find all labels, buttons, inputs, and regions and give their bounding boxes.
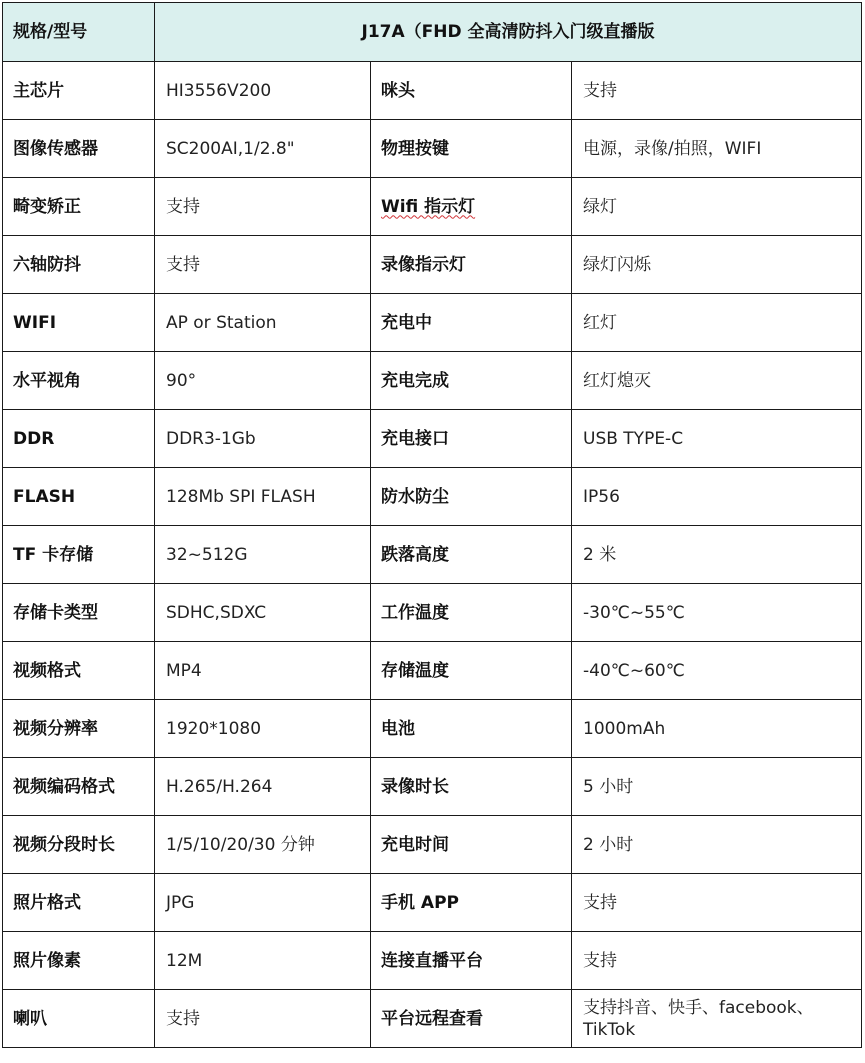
spec-label: 主芯片 bbox=[3, 62, 155, 120]
table-row bbox=[3, 294, 862, 352]
spec-value: AP or Station bbox=[155, 294, 371, 352]
spec-label: 照片像素 bbox=[3, 932, 155, 990]
spec-value: 红灯熄灭 bbox=[572, 352, 862, 410]
spec-label: 录像时长 bbox=[371, 758, 572, 816]
spec-label: 防水防尘 bbox=[371, 468, 572, 526]
spec-label: 充电时间 bbox=[371, 816, 572, 874]
spec-label: 存储卡类型 bbox=[3, 584, 155, 642]
spec-label: DDR bbox=[3, 410, 155, 468]
table-row bbox=[3, 352, 862, 410]
spec-value: HI3556V200 bbox=[155, 62, 371, 120]
spec-value: 支持抖音、快手、facebook、TikTok bbox=[572, 990, 862, 1048]
spec-label: 充电中 bbox=[371, 294, 572, 352]
table-row bbox=[3, 468, 862, 526]
spec-value: 128Mb SPI FLASH bbox=[155, 468, 371, 526]
table-row bbox=[3, 758, 862, 816]
spec-value: MP4 bbox=[155, 642, 371, 700]
spec-label-text: Wifi 指示灯 bbox=[381, 196, 476, 217]
spec-value: 1920*1080 bbox=[155, 700, 371, 758]
table-row bbox=[3, 990, 862, 1048]
spec-label: 喇叭 bbox=[3, 990, 155, 1048]
spec-value: 32~512G bbox=[155, 526, 371, 584]
spec-label: 视频格式 bbox=[3, 642, 155, 700]
spec-value: 绿灯 bbox=[572, 178, 862, 236]
spec-label: 水平视角 bbox=[3, 352, 155, 410]
spec-label: 工作温度 bbox=[371, 584, 572, 642]
spec-label: FLASH bbox=[3, 468, 155, 526]
table-row bbox=[3, 526, 862, 584]
spec-label: 手机 APP bbox=[371, 874, 572, 932]
table-row bbox=[3, 874, 862, 932]
spec-value: 12M bbox=[155, 932, 371, 990]
spec-value: 绿灯闪烁 bbox=[572, 236, 862, 294]
table-row bbox=[3, 932, 862, 990]
spec-value: -30℃~55℃ bbox=[572, 584, 862, 642]
spec-label: 物理按键 bbox=[371, 120, 572, 178]
spec-label: TF 卡存储 bbox=[3, 526, 155, 584]
spec-value: 5 小时 bbox=[572, 758, 862, 816]
spec-value: -40℃~60℃ bbox=[572, 642, 862, 700]
spec-value: 2 小时 bbox=[572, 816, 862, 874]
spec-value: 支持 bbox=[155, 236, 371, 294]
spec-value: 2 米 bbox=[572, 526, 862, 584]
spec-label: 六轴防抖 bbox=[3, 236, 155, 294]
spec-label: 充电完成 bbox=[371, 352, 572, 410]
spec-label: 跌落高度 bbox=[371, 526, 572, 584]
spec-value: 支持 bbox=[155, 990, 371, 1048]
spec-label: 视频分段时长 bbox=[3, 816, 155, 874]
spec-value: 支持 bbox=[572, 62, 862, 120]
spec-label: 录像指示灯 bbox=[371, 236, 572, 294]
spec-label: 咪头 bbox=[371, 62, 572, 120]
spec-label: 照片格式 bbox=[3, 874, 155, 932]
table-row bbox=[3, 584, 862, 642]
spec-label: 视频编码格式 bbox=[3, 758, 155, 816]
spec-label: 电池 bbox=[371, 700, 572, 758]
spec-value: SC200AI,1/2.8" bbox=[155, 120, 371, 178]
spec-label: 连接直播平台 bbox=[371, 932, 572, 990]
table-row bbox=[3, 178, 862, 236]
spec-table bbox=[2, 2, 862, 1048]
table-row bbox=[3, 642, 862, 700]
spec-label: 视频分辨率 bbox=[3, 700, 155, 758]
spec-value: 红灯 bbox=[572, 294, 862, 352]
header-label-cell: 规格/型号 bbox=[3, 3, 155, 62]
spec-label: WIFI bbox=[3, 294, 155, 352]
spec-value: 1000mAh bbox=[572, 700, 862, 758]
spec-label: 图像传感器 bbox=[3, 120, 155, 178]
table-row bbox=[3, 816, 862, 874]
spec-label: 充电接口 bbox=[371, 410, 572, 468]
header-model-cell: J17A（FHD 全高清防抖入门级直播版 bbox=[155, 3, 862, 62]
header-row bbox=[3, 3, 862, 62]
spec-label bbox=[371, 178, 572, 236]
spec-value: 1/5/10/20/30 分钟 bbox=[155, 816, 371, 874]
spec-value: SDHC,SDXC bbox=[155, 584, 371, 642]
spec-label: 存储温度 bbox=[371, 642, 572, 700]
spec-label: 平台远程查看 bbox=[371, 990, 572, 1048]
spec-value: IP56 bbox=[572, 468, 862, 526]
spec-value: 90° bbox=[155, 352, 371, 410]
spec-value: DDR3-1Gb bbox=[155, 410, 371, 468]
spec-value: 电源，录像/拍照，WIFI bbox=[572, 120, 862, 178]
table-row bbox=[3, 62, 862, 120]
spec-value: H.265/H.264 bbox=[155, 758, 371, 816]
spec-value: 支持 bbox=[572, 874, 862, 932]
spec-value: USB TYPE-C bbox=[572, 410, 862, 468]
table-row bbox=[3, 236, 862, 294]
table-row bbox=[3, 410, 862, 468]
spec-value: 支持 bbox=[572, 932, 862, 990]
spec-value: JPG bbox=[155, 874, 371, 932]
table-row bbox=[3, 120, 862, 178]
table-row bbox=[3, 700, 862, 758]
spec-label: 畸变矫正 bbox=[3, 178, 155, 236]
spec-value: 支持 bbox=[155, 178, 371, 236]
